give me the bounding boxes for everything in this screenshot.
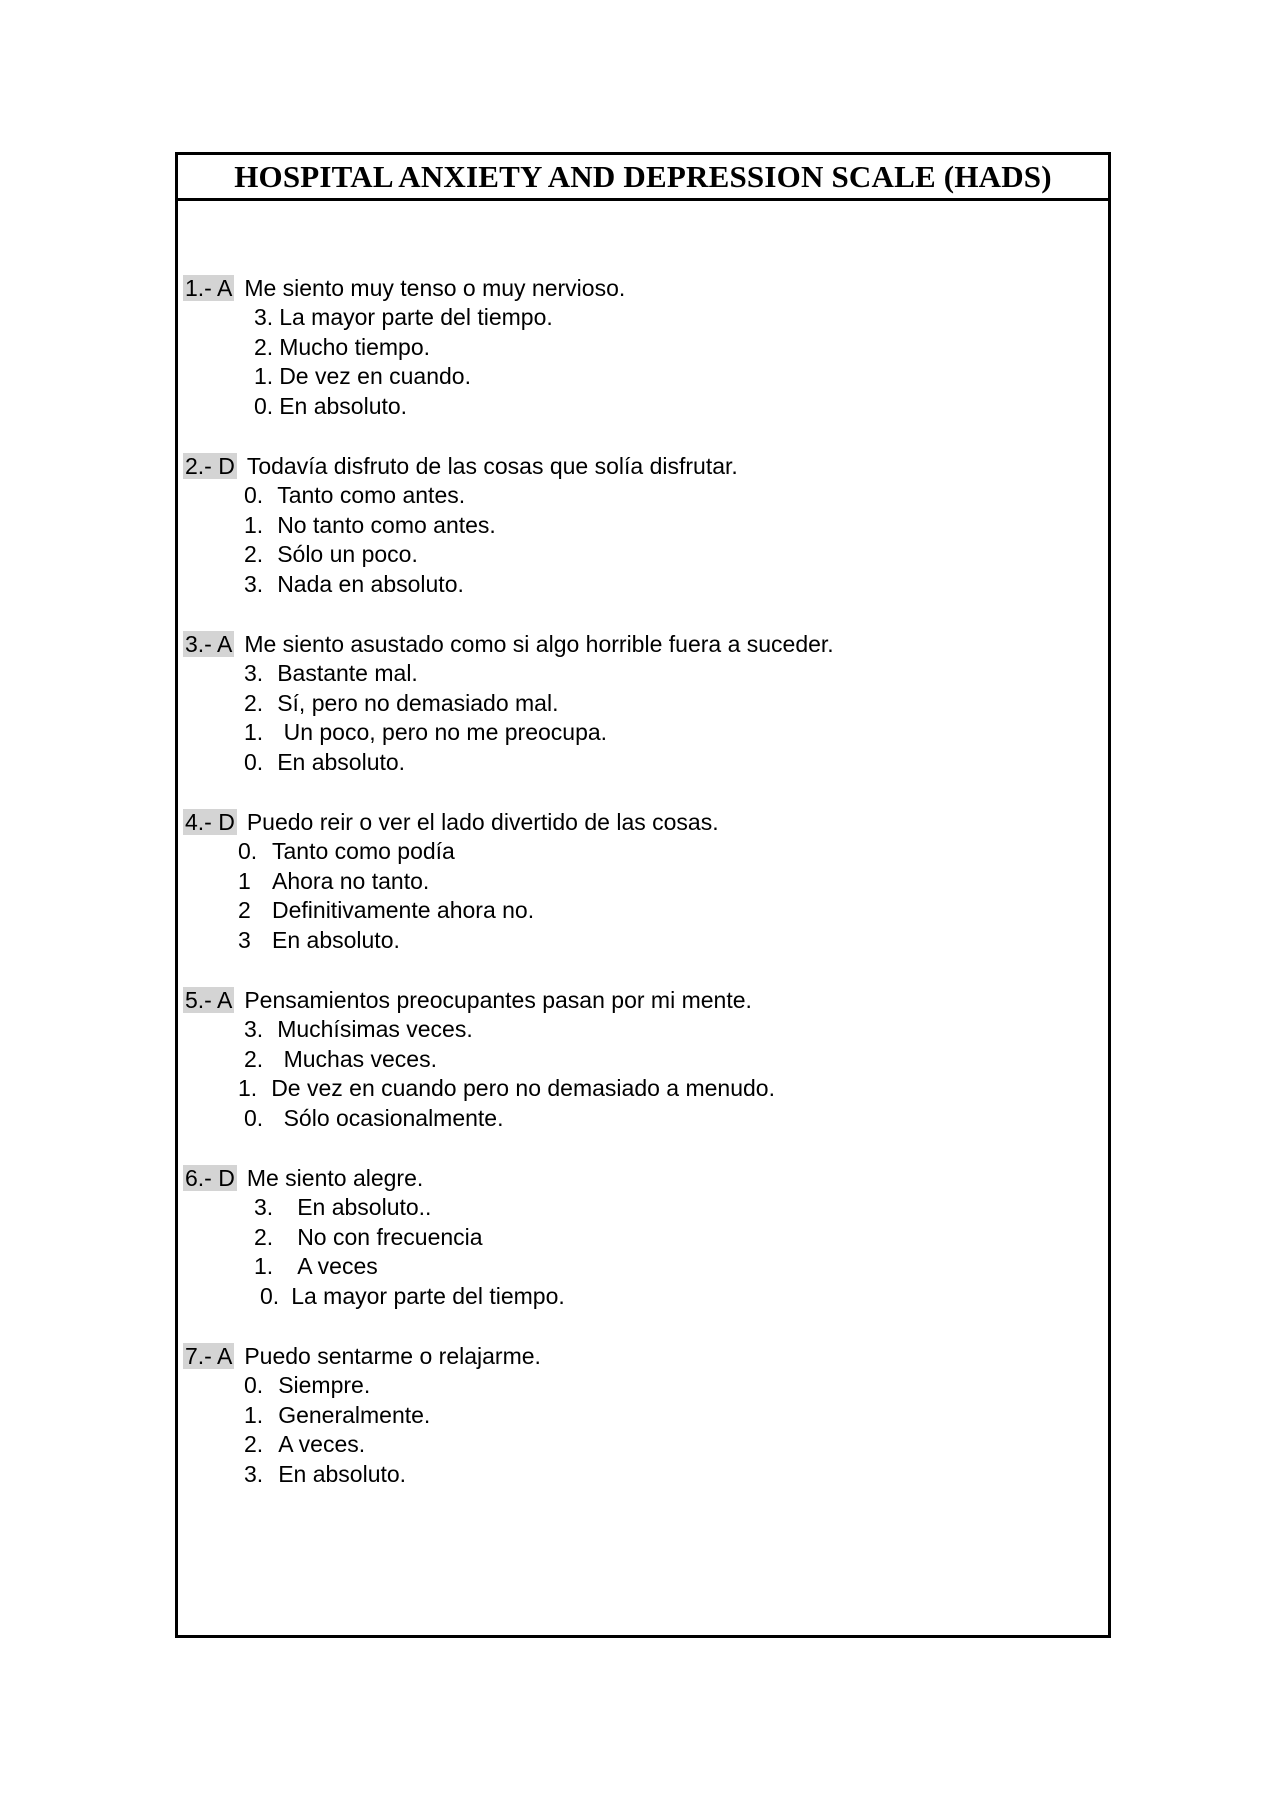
option-text: De vez en cuando pero no demasiado a menudo. bbox=[271, 1075, 775, 1101]
answer-options bbox=[183, 1371, 1108, 1489]
hads-form-frame bbox=[175, 152, 1111, 1638]
answer-option bbox=[183, 718, 1108, 748]
question-text: Me siento alegre. bbox=[246, 1165, 424, 1191]
option-text: Siempre. bbox=[278, 1372, 371, 1398]
question-text: Todavía disfruto de las cosas que solía disfrutar. bbox=[246, 453, 738, 479]
option-number: 3. bbox=[254, 1194, 274, 1220]
option-text: Muchísimas veces. bbox=[277, 1016, 473, 1042]
answer-option bbox=[183, 570, 1108, 600]
question-text: Pensamientos preocupantes pasan por mi mente. bbox=[244, 987, 752, 1013]
answer-options bbox=[183, 1015, 1108, 1133]
question-header bbox=[183, 1163, 1108, 1193]
question-4 bbox=[183, 807, 1108, 955]
page-title: HOSPITAL ANXIETY AND DEPRESSION SCALE (HADS) bbox=[234, 159, 1052, 194]
answer-option bbox=[183, 1371, 1108, 1401]
question-list bbox=[183, 273, 1108, 1519]
answer-option bbox=[183, 1282, 1108, 1312]
question-header bbox=[183, 1341, 1108, 1371]
answer-options bbox=[183, 481, 1108, 599]
option-number: 3 bbox=[238, 926, 251, 953]
answer-option bbox=[183, 1252, 1108, 1282]
question-text: Me siento muy tenso o muy nervioso. bbox=[244, 275, 626, 301]
option-number: 0. bbox=[244, 1104, 264, 1131]
question-3 bbox=[183, 629, 1108, 777]
question-text: Puedo reir o ver el lado divertido de las cosas. bbox=[246, 809, 719, 835]
answer-option bbox=[183, 333, 1108, 363]
title-bar bbox=[178, 155, 1108, 201]
option-text: Sí, pero no demasiado mal. bbox=[277, 689, 559, 716]
option-number: 2 bbox=[238, 897, 251, 923]
question-header bbox=[183, 273, 1108, 303]
option-text: A veces. bbox=[278, 1431, 366, 1457]
question-2 bbox=[183, 451, 1108, 599]
answer-option bbox=[183, 867, 1108, 897]
option-text: La mayor parte del tiempo. bbox=[291, 1282, 565, 1309]
option-text: La mayor parte del tiempo. bbox=[279, 304, 553, 330]
option-number: 2. bbox=[244, 1431, 264, 1457]
answer-option bbox=[183, 1045, 1108, 1075]
question-text: Puedo sentarme o relajarme. bbox=[244, 1343, 541, 1369]
answer-option bbox=[183, 392, 1108, 422]
option-text: Definitivamente ahora no. bbox=[272, 897, 535, 923]
option-text: De vez en cuando. bbox=[279, 363, 471, 389]
option-text: En absoluto. bbox=[279, 392, 408, 419]
option-number: 2. bbox=[244, 689, 264, 716]
option-number: 0. bbox=[244, 482, 264, 508]
answer-option bbox=[183, 926, 1108, 956]
answer-option bbox=[183, 1460, 1108, 1490]
option-number: 2. bbox=[254, 1223, 274, 1250]
option-number: 1. bbox=[238, 1075, 258, 1101]
option-number: 0. bbox=[254, 392, 274, 419]
question-1 bbox=[183, 273, 1108, 421]
answer-option bbox=[183, 748, 1108, 778]
option-text: Mucho tiempo. bbox=[279, 333, 431, 360]
option-number: 2. bbox=[244, 1045, 264, 1072]
answer-option bbox=[183, 659, 1108, 689]
answer-options bbox=[183, 837, 1108, 955]
answer-option bbox=[183, 1015, 1108, 1045]
option-number: 1. bbox=[244, 511, 264, 538]
answer-option bbox=[183, 1401, 1108, 1431]
option-text: En absoluto. bbox=[272, 926, 400, 953]
option-number: 0. bbox=[244, 748, 264, 775]
question-code: 4.- D bbox=[185, 809, 235, 835]
answer-options bbox=[183, 1193, 1108, 1311]
option-text: Nada en absoluto. bbox=[277, 570, 464, 597]
question-6 bbox=[183, 1163, 1108, 1311]
option-number: 1. bbox=[244, 719, 264, 745]
option-number: 1. bbox=[254, 363, 274, 389]
option-text: Ahora no tanto. bbox=[272, 867, 430, 894]
answer-option bbox=[183, 1104, 1108, 1134]
answer-options bbox=[183, 659, 1108, 777]
question-code: 3.- A bbox=[185, 631, 233, 657]
option-text: Tanto como podía bbox=[272, 838, 455, 864]
answer-option bbox=[183, 511, 1108, 541]
answer-option bbox=[183, 1074, 1108, 1104]
option-text: Sólo un poco. bbox=[277, 541, 418, 567]
answer-options bbox=[183, 303, 1108, 421]
option-number: 3. bbox=[254, 304, 274, 330]
answer-option bbox=[183, 1430, 1108, 1460]
answer-option bbox=[183, 896, 1108, 926]
answer-option bbox=[183, 303, 1108, 333]
question-code: 6.- D bbox=[185, 1165, 235, 1191]
option-text: No tanto como antes. bbox=[277, 511, 496, 538]
answer-option bbox=[183, 362, 1108, 392]
option-number: 3. bbox=[244, 1460, 264, 1487]
question-5 bbox=[183, 985, 1108, 1133]
option-text: En absoluto. bbox=[278, 1460, 407, 1487]
option-number: 3. bbox=[244, 570, 264, 597]
option-number: 1. bbox=[244, 1401, 264, 1428]
option-text: Sólo ocasionalmente. bbox=[277, 1104, 504, 1131]
option-number: 3. bbox=[244, 660, 264, 686]
question-code: 2.- D bbox=[185, 453, 235, 479]
option-text: Muchas veces. bbox=[277, 1045, 437, 1072]
answer-option bbox=[183, 481, 1108, 511]
option-text: En absoluto.. bbox=[297, 1194, 432, 1220]
question-text: Me siento asustado como si algo horrible fuera a suceder. bbox=[244, 631, 834, 657]
question-code: 5.- A bbox=[185, 987, 233, 1013]
question-header bbox=[183, 629, 1108, 659]
option-text: Generalmente. bbox=[278, 1401, 431, 1428]
answer-option bbox=[183, 1193, 1108, 1223]
option-text: En absoluto. bbox=[277, 748, 406, 775]
option-number: 0. bbox=[260, 1282, 280, 1309]
question-header bbox=[183, 985, 1108, 1015]
option-number: 2. bbox=[254, 333, 274, 360]
option-number: 2. bbox=[244, 541, 264, 567]
question-header bbox=[183, 807, 1108, 837]
question-code: 1.- A bbox=[185, 275, 233, 301]
answer-option bbox=[183, 689, 1108, 719]
option-text: Un poco, pero no me preocupa. bbox=[277, 719, 608, 745]
question-header bbox=[183, 451, 1108, 481]
option-number: 0. bbox=[244, 1372, 264, 1398]
question-7 bbox=[183, 1341, 1108, 1489]
question-code: 7.- A bbox=[185, 1343, 233, 1369]
answer-option bbox=[183, 1223, 1108, 1253]
option-number: 1. bbox=[254, 1253, 274, 1279]
option-text: Tanto como antes. bbox=[277, 482, 466, 508]
option-text: No con frecuencia bbox=[297, 1223, 483, 1250]
option-number: 0. bbox=[238, 838, 258, 864]
option-text: Bastante mal. bbox=[277, 660, 418, 686]
option-number: 3. bbox=[244, 1016, 264, 1042]
answer-option bbox=[183, 540, 1108, 570]
option-number: 1 bbox=[238, 867, 251, 894]
answer-option bbox=[183, 837, 1108, 867]
option-text: A veces bbox=[297, 1253, 378, 1279]
